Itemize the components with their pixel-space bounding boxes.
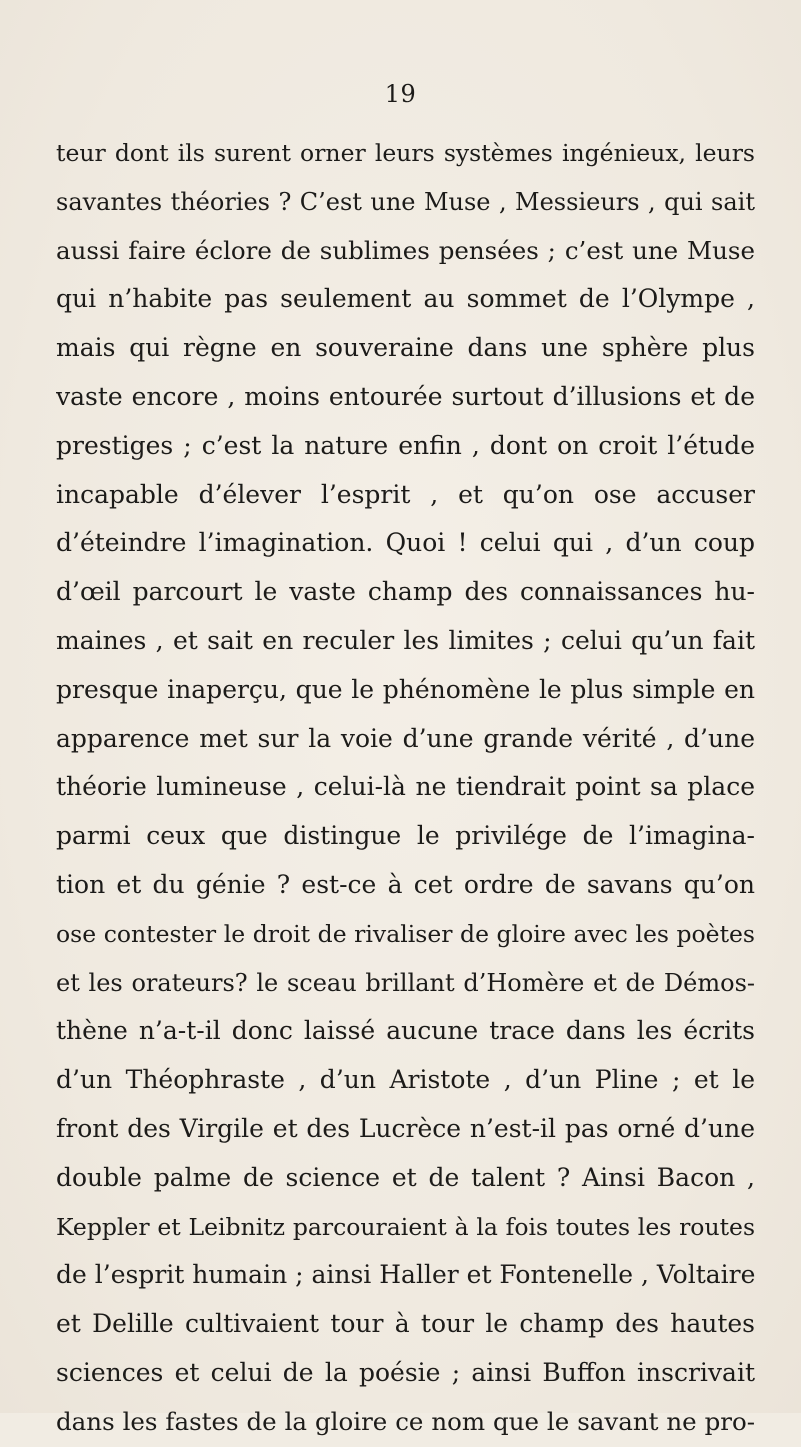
text-line: dans les fastes de la gloire ce nom que le savant ne pro- — [56, 1406, 755, 1436]
text-line: de l’esprit humain ; ainsi Haller et Fontenelle , Voltaire — [56, 1260, 755, 1290]
text-line: incapable d’élever l’esprit , et qu’on ose accuser — [56, 479, 755, 509]
text-line: prestiges ; c’est la nature enfin , dont on croit l’étude — [56, 430, 755, 460]
text-line: et les orateurs? le sceau brillant d’Homère et de Démos- — [56, 968, 755, 997]
body-text — [56, 129, 755, 1447]
text-line: et Delille cultivaient tour à tour le champ des hautes — [56, 1309, 755, 1339]
text-line: qui n’habite pas seulement au sommet de l’Olympe , — [56, 284, 755, 314]
text-line: parmi ceux que distingue le privilége de l’imagina- — [56, 821, 755, 851]
text-line: front des Virgile et des Lucrèce n’est-il pas orné d’une — [56, 1113, 755, 1143]
text-line: sciences et celui de la poésie ; ainsi Buffon inscrivait — [56, 1357, 755, 1387]
text-line: d’œil parcourt le vaste champ des connaissances hu- — [56, 577, 755, 607]
text-line: thène n’a-t-il donc laissé aucune trace dans les écrits — [56, 1016, 755, 1046]
text-line: mais qui règne en souveraine dans une sphère plus — [56, 333, 755, 363]
text-line: maines , et sait en reculer les limites ; celui qu’un fait — [56, 625, 755, 655]
text-line: tion et du génie ? est-ce à cet ordre de savans qu’on — [56, 869, 755, 899]
text-line: double palme de science et de talent ? Ainsi Bacon , — [56, 1162, 755, 1192]
text-line: Keppler et Leibnitz parcouraient à la fois toutes les routes — [56, 1212, 755, 1241]
text-line: vaste encore , moins entourée surtout d’illusions et de — [56, 381, 755, 411]
text-line: théorie lumineuse , celui-là ne tiendrait point sa place — [56, 772, 755, 802]
text-line: d’un Théophraste , d’un Aristote , d’un Pline ; et le — [56, 1065, 755, 1095]
text-line: presque inaperçu, que le phénomène le plus simple en — [56, 674, 755, 704]
text-line: apparence met sur la voie d’une grande vérité , d’une — [56, 723, 755, 753]
text-line: aussi faire éclore de sublimes pensées ; c’est une Muse — [56, 235, 755, 265]
text-line: d’éteindre l’imagination. Quoi ! celui qui , d’un coup — [56, 528, 755, 558]
page-number: 19 — [384, 80, 417, 108]
text-line: ose contester le droit de rivaliser de gloire avec les poètes — [56, 919, 755, 948]
text-line: teur dont ils surent orner leurs systèmes ingénieux, leurs — [56, 139, 755, 167]
text-line: savantes théories ? C’est une Muse , Messieurs , qui sait — [56, 187, 755, 216]
